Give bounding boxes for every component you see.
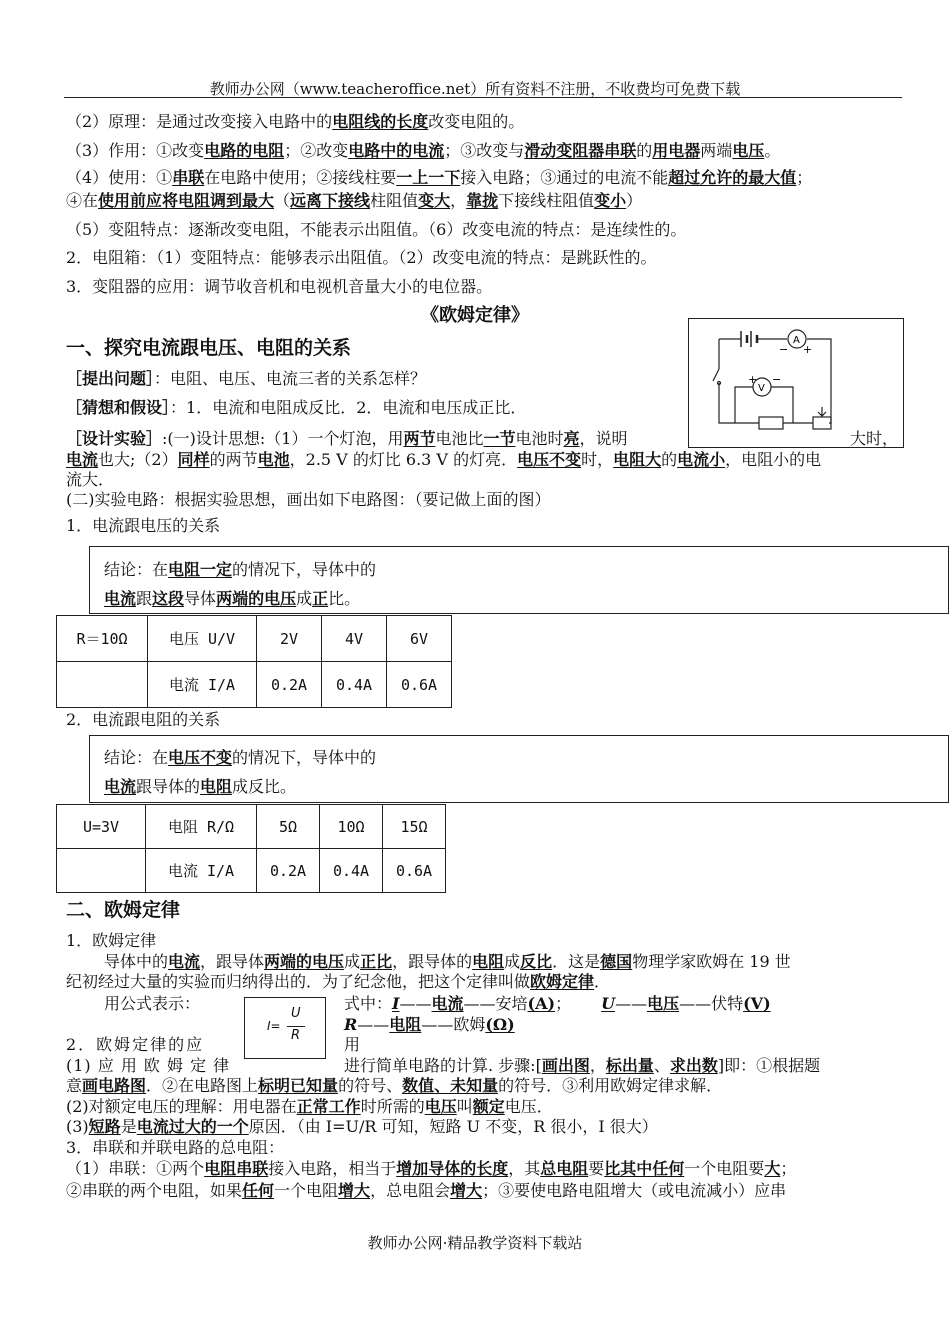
table-cell: 0.4A	[322, 662, 387, 708]
section-heading-2: 二、欧姆定律	[66, 899, 181, 921]
formula-bar	[287, 1026, 305, 1027]
line-hypothesis: ［猜想和假设］：1．电流和电阻成反比．2．电流和电压成正比．	[66, 398, 527, 417]
chapter-title: 《欧姆定律》	[421, 305, 529, 326]
table-cell: 电流 I/A	[148, 662, 257, 708]
ammeter-minus: −	[779, 343, 789, 356]
conclusion-2b: 电流跟导体的电阻成反比。	[104, 777, 297, 796]
law-line-m: （1）串联：①两个电阻串联接入电路，相当于增加导体的长度，其总电阻要比其中任何一个电阻要大；	[66, 1159, 797, 1178]
ammeter-label: A	[793, 335, 800, 346]
table-row	[57, 805, 446, 849]
table-cell: 5Ω	[257, 805, 320, 849]
table-cell	[57, 662, 148, 708]
data-table-1	[56, 615, 452, 708]
page-footer: 教师办公网·精品教学资料下载站	[367, 1234, 583, 1252]
ammeter-plus: +	[803, 343, 813, 356]
data-table-2	[56, 804, 446, 893]
table-cell: 电流 I/A	[146, 849, 257, 893]
law-line-d: 式中：I——电流——安培(A)； U——电压——伏特(V)	[344, 994, 771, 1013]
table-cell: 10Ω	[320, 805, 383, 849]
table-cell: 0.6A	[387, 662, 452, 708]
table-cell: 15Ω	[383, 805, 446, 849]
law-line-c: 用公式表示：	[104, 994, 201, 1013]
relation-1-heading: 1．电流跟电压的关系	[66, 516, 221, 535]
law-line-b: 纪初经过大量的实验而归纳得出的．为了纪念他，把这个定律叫做欧姆定律．	[66, 972, 611, 991]
relation-2-heading: 2．电流跟电阻的关系	[66, 710, 221, 729]
table-cell: 电压 U/V	[148, 616, 257, 662]
formula-denominator: R	[291, 1028, 301, 1043]
law-line-f: 2．欧姆定律的应	[66, 1035, 205, 1054]
law-line-g: 用	[344, 1035, 361, 1054]
law-line-k: (3)短路是电流过大的一个原因．（由 I=U/R 可知，短路 U 不变，R 很小，I 很大）	[66, 1117, 658, 1136]
conclusion-1b: 电流跟这段导体两端的电压成正比。	[104, 589, 361, 608]
table-row	[57, 616, 452, 662]
law-line-l: 3．串联和并联电路的总电阻：	[66, 1138, 285, 1157]
line-usage: （4）使用：①串联在电路中使用；②接线柱要一上一下接入电路；③通过的电流不能超过允许的最大值；	[66, 168, 813, 187]
line-design-3: 流大．	[66, 470, 115, 489]
page-header: 教师办公网（www.teacheroffice.net）所有资料不注册，不收费均可免费下载	[209, 80, 741, 98]
conclusion-1a: 结论：在电阻一定的情况下，导体中的	[104, 560, 377, 579]
formula-lhs: I=	[267, 1019, 281, 1033]
conclusion-2a: 结论：在电压不变的情况下，导体中的	[104, 748, 377, 767]
header-rule	[64, 97, 902, 98]
table-cell: 0.4A	[320, 849, 383, 893]
table-cell: 0.6A	[383, 849, 446, 893]
table-row	[57, 662, 452, 708]
table-cell	[57, 849, 146, 893]
line-design-4: (二)实验电路：根据实验思想，画出如下电路图：（要记做上面的图）	[66, 490, 551, 509]
law-line-n: ②串联的两个电阻，如果任何一个电阻增大，总电阻会增大；③要使电路电阻增大（或电流减小）应串	[66, 1181, 787, 1200]
line-usage-2: ④在使用前应将电阻调到最大（远离下接线柱阻值变大，靠拢下接线柱阻值变小）	[66, 191, 643, 210]
table-cell: U=3V	[57, 805, 146, 849]
line-design-2: 电流也大;（2）同样的两节电池，2.5 V 的灯比 6.3 V 的灯亮．电压不变时，电阻大的电流小，电阻小的电	[66, 450, 822, 469]
line-design-1-tail: 大时，	[850, 429, 899, 448]
line-function: （3）作用：①改变电路的电阻；②改变电路中的电流；③改变与滑动变阻器串联的用电器两端电压。	[66, 141, 781, 160]
table-cell: 电阻 R/Ω	[146, 805, 257, 849]
law-line-a: 导体中的电流，跟导体两端的电压成正比，跟导体的电阻成反比．这是德国物理学家欧姆在 19 世	[104, 952, 791, 971]
section-heading-1: 一、探究电流跟电压、电阻的关系	[66, 337, 352, 359]
table-cell: 2V	[257, 616, 322, 662]
voltmeter-plus: +	[748, 373, 758, 386]
law-line-e: R——电阻——欧姆(Ω)	[344, 1015, 515, 1034]
voltmeter-label: V	[758, 383, 765, 394]
table-cell: 4V	[322, 616, 387, 662]
line-question: ［提出问题］：电阻、电压、电流三者的关系怎样？	[66, 369, 427, 388]
law-line-i: 意画电路图．②在电路图上标明已知量的符号、数值、未知量的符号．③利用欧姆定律求解．	[66, 1076, 723, 1095]
table-cell: 0.2A	[257, 662, 322, 708]
law-heading: 1．欧姆定律	[66, 931, 157, 950]
line-principle: （2）原理：是通过改变接入电路中的电阻线的长度改变电阻的。	[66, 112, 525, 131]
law-line-h1: (1) 应 用 欧 姆 定 律	[66, 1056, 231, 1075]
table-cell: 0.2A	[257, 849, 320, 893]
line-design-1: ［设计实验］:(一)设计思想:（1）一个灯泡，用两节电池比一节电池时亮，说明	[66, 429, 628, 448]
law-line-j: (2)对额定电压的理解：用电器在正常工作时所需的电压叫额定电压．	[66, 1097, 553, 1116]
formula-numerator: U	[291, 1006, 301, 1021]
table-row	[57, 849, 446, 893]
voltmeter-minus: −	[772, 373, 782, 386]
law-line-h2: 进行简单电路的计算. 步骤:[画出图，标出量、求出数]即：①根据题	[344, 1056, 821, 1075]
table-cell: 6V	[387, 616, 452, 662]
line-application: 3．变阻器的应用：调节收音机和电视机音量大小的电位器。	[66, 277, 493, 296]
line-feature: （5）变阻特点：逐渐改变电阻，不能表示出阻值。（6）改变电流的特点：是连续性的。	[66, 220, 687, 239]
table-cell: R＝10Ω	[57, 616, 148, 662]
line-resistor-box: 2．电阻箱：（1）变阻特点：能够表示出阻值。（2）改变电流的特点：是跳跃性的。	[66, 248, 657, 267]
formula-box	[244, 997, 326, 1059]
